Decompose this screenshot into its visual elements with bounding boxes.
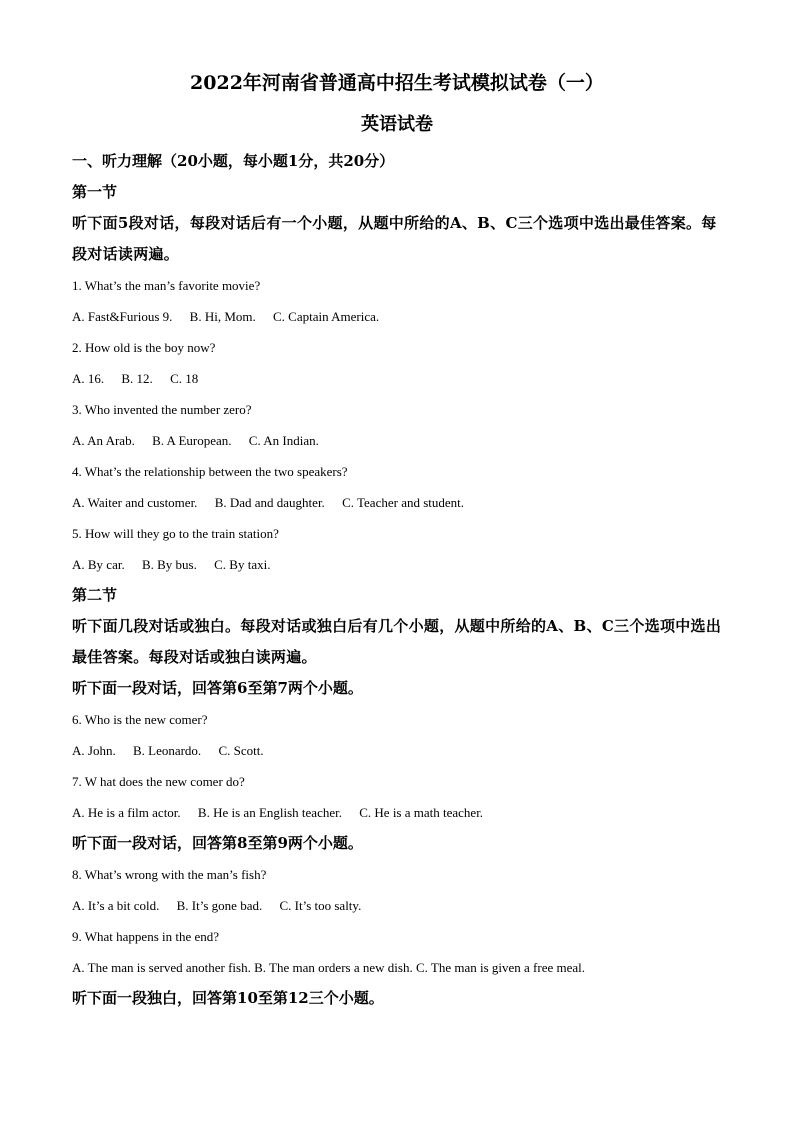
option: C. An Indian. xyxy=(248,433,319,448)
question-text: 7. W hat does the new comer do? xyxy=(72,774,245,789)
option: C. By taxi. xyxy=(214,557,271,572)
question-text: 3. Who invented the number zero? xyxy=(72,402,252,417)
option: B. Leonardo. xyxy=(132,743,202,758)
option: A. It’s a bit cold. xyxy=(72,898,160,913)
question-options xyxy=(72,301,722,332)
question-text: 6. Who is the new comer? xyxy=(72,712,208,727)
question-text: 1. What’s the man’s favorite movie? xyxy=(72,278,261,293)
exam-subtitle: 英语试卷 xyxy=(361,114,433,135)
group-heading: 听下面一段对话，回答第8至第9两个小题。 xyxy=(72,834,363,852)
part-heading: 一、听力理解（20小题，每小题1分，共20分） xyxy=(72,152,395,170)
option: A. Fast&Furious 9. xyxy=(72,309,173,324)
option: B. A European. xyxy=(152,433,232,448)
option: B. It’s gone bad. xyxy=(176,898,263,913)
option: A. John. xyxy=(72,743,116,758)
question-options xyxy=(72,425,722,456)
question-options xyxy=(72,890,722,921)
option: A. Waiter and customer. xyxy=(72,495,198,510)
option: A. He is a film actor. xyxy=(72,805,181,820)
section-instructions: 听下面几段对话或独白。每段对话或独白后有几个小题，从题中所给的A、B、C三个选项中选出最佳答案。每段对话或独白读两遍。 xyxy=(72,617,722,666)
group-heading: 听下面一段独白，回答第10至第12三个小题。 xyxy=(72,989,384,1007)
question-text: 9. What happens in the end? xyxy=(72,929,220,944)
question-options xyxy=(72,487,722,518)
option: C. It’s too salty. xyxy=(279,898,362,913)
section-label: 第二节 xyxy=(72,586,118,604)
option: C. Scott. xyxy=(218,743,264,758)
option: C. He is a math teacher. xyxy=(359,805,484,820)
option: B. Hi, Mom. xyxy=(189,309,256,324)
option: C. 18 xyxy=(170,371,199,386)
group-heading: 听下面一段对话，回答第6至第7两个小题。 xyxy=(72,679,363,697)
question-options xyxy=(72,363,722,394)
question-text: 5. How will they go to the train station? xyxy=(72,526,279,541)
option: B. 12. xyxy=(121,371,153,386)
question-text: 4. What’s the relationship between the two speakers? xyxy=(72,464,348,479)
option: B. Dad and daughter. xyxy=(214,495,325,510)
question-options xyxy=(72,797,722,828)
option: A. By car. xyxy=(72,557,125,572)
section-label: 第一节 xyxy=(72,183,118,201)
question-options xyxy=(72,952,722,983)
option: B. By bus. xyxy=(141,557,197,572)
option: A. The man is served another fish. B. The man orders a new dish. C. The man is given a free meal. xyxy=(72,960,586,975)
question-text: 2. How old is the boy now? xyxy=(72,340,216,355)
option: A. 16. xyxy=(72,371,105,386)
question-options xyxy=(72,735,722,766)
option: B. He is an English teacher. xyxy=(197,805,342,820)
exam-body xyxy=(72,146,722,1014)
question-options xyxy=(72,549,722,580)
option: A. An Arab. xyxy=(72,433,135,448)
option: C. Teacher and student. xyxy=(342,495,465,510)
section-instructions: 听下面5段对话，每段对话后有一个小题，从题中所给的A、B、C三个选项中选出最佳答案。每段对话读两遍。 xyxy=(72,214,717,263)
question-text: 8. What’s wrong with the man’s fish? xyxy=(72,867,267,882)
option: C. Captain America. xyxy=(273,309,380,324)
exam-title: 2022年河南省普通高中招生考试模拟试卷（一） xyxy=(190,72,604,94)
